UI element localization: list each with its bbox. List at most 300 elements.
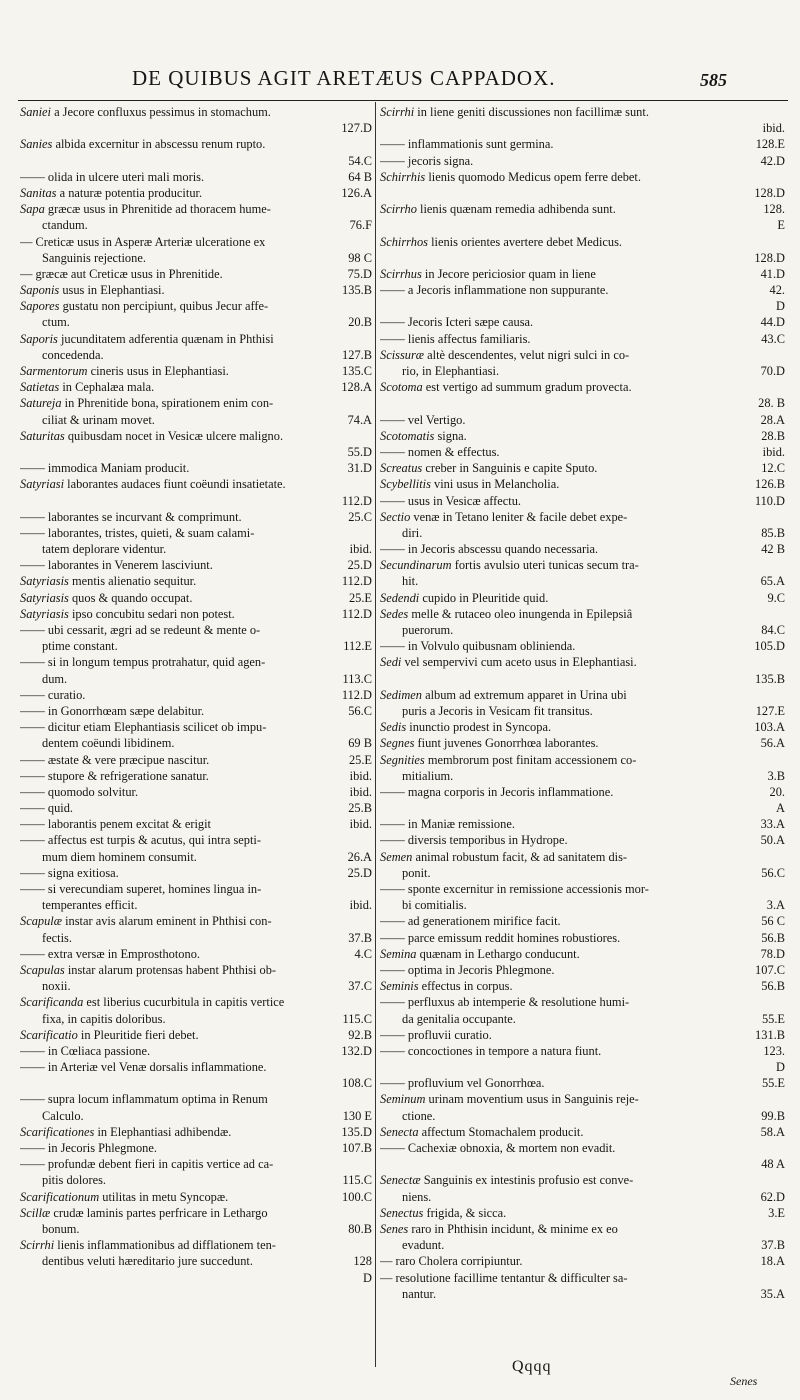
headword: Scarificationes <box>20 1124 95 1139</box>
index-line <box>20 913 372 929</box>
index-line <box>380 1253 785 1269</box>
entry-text: —— in Jecoris Phlegmone. <box>20 1141 157 1155</box>
index-line <box>20 444 372 460</box>
entry-text: —— sponte excernitur in remissione accessionis mor- <box>380 882 649 896</box>
entry-text: bi comitialis. <box>402 898 467 913</box>
entry-text: Scarificatio in Pleuritide fieri debet. <box>20 1027 199 1042</box>
page-reference: 128. <box>763 202 785 217</box>
headword: Scirrhi <box>20 1238 55 1253</box>
entry-text: —— a Jecoris inflammatione non suppurante. <box>380 283 609 298</box>
index-line <box>20 897 372 913</box>
entry-text: Sanguinis rejectione. <box>42 250 146 265</box>
entry-text: Sectio venæ in Tetano leniter & facile debet expe- <box>380 509 628 524</box>
index-line <box>380 266 785 282</box>
entry-text: —— extra versæ in Emprosthotono. <box>20 946 200 961</box>
page-reference: ibid. <box>762 444 785 459</box>
page-reference: 25.C <box>348 509 372 524</box>
index-entry <box>380 962 785 978</box>
index-line <box>380 1108 785 1124</box>
entry-text: —— laborantis penem excitat & erigit <box>20 817 211 832</box>
entry-text: Schirrhis lienis quomodo Medicus opem ferre debet. <box>380 169 641 184</box>
index-entry <box>20 428 372 460</box>
index-line <box>380 153 785 169</box>
index-line <box>380 314 785 330</box>
index-line <box>20 169 372 185</box>
entry-text: Saniei a Jecore confluxus pessimus in stomachum. <box>20 105 271 119</box>
headword: Senecta <box>380 1124 419 1139</box>
page-reference: 108.C <box>342 1076 372 1091</box>
index-entry <box>20 298 372 330</box>
index-line <box>380 185 785 201</box>
index-entry <box>380 1124 785 1140</box>
headword: Senectæ <box>380 1173 421 1188</box>
page-reference: 135.B <box>342 283 372 298</box>
entry-text: Sanies albida excernitur in abscessu renum rupto. <box>20 137 266 152</box>
entry-text: —— nomen & effectus. <box>380 444 500 459</box>
page-reference: 48 A <box>761 1157 785 1172</box>
index-line <box>20 428 372 444</box>
index-entry <box>20 331 372 363</box>
index-entry <box>20 719 372 751</box>
index-line <box>380 573 785 589</box>
entry-text: Semina quænam in Lethargo conducunt. <box>380 946 580 961</box>
entry-text: Segnities membrorum post finitam accessionem co- <box>380 752 637 767</box>
index-line <box>20 590 372 606</box>
index-line <box>20 573 372 589</box>
index-line <box>380 735 785 751</box>
index-line <box>380 719 785 735</box>
page-reference: 50.A <box>760 833 785 848</box>
entry-text: —— jecoris signa. <box>380 153 474 168</box>
index-entry <box>380 1172 785 1204</box>
headword: Scotoma <box>380 380 423 395</box>
index-line <box>20 1270 372 1286</box>
index-entry <box>380 1205 785 1221</box>
page-reference: 78.D <box>760 946 785 961</box>
entry-text: —— curatio. <box>20 687 86 702</box>
entry-text: Scybellitis vini usus in Melancholia. <box>380 477 560 492</box>
index-line <box>380 849 785 865</box>
index-line <box>380 217 785 233</box>
index-entry <box>380 1075 785 1091</box>
index-line <box>20 347 372 363</box>
page-reference: 37.B <box>348 930 372 945</box>
page-reference: 112.D <box>341 606 372 621</box>
index-line <box>380 784 785 800</box>
index-line <box>380 768 785 784</box>
index-entry <box>380 1253 785 1269</box>
entry-text: dentem coëundi libidinem. <box>42 736 175 751</box>
index-line <box>380 832 785 848</box>
index-entry <box>20 185 372 201</box>
index-line <box>20 476 372 492</box>
entry-text: Seminis effectus in corpus. <box>380 979 513 994</box>
index-line <box>20 1221 372 1237</box>
entry-text: —— in Maniæ remissione. <box>380 817 515 832</box>
headword: Satureja <box>20 396 62 411</box>
entry-text: Sedimen album ad extremum apparet in Urina ubi <box>380 687 627 702</box>
index-entry <box>20 800 372 816</box>
index-line <box>20 800 372 816</box>
index-entry <box>380 541 785 557</box>
entry-text: ctandum. <box>42 218 88 233</box>
headword: Seminis <box>380 979 419 994</box>
page-reference: 115.C <box>342 1011 372 1026</box>
page-reference: 128 <box>353 1254 372 1269</box>
index-entry <box>20 379 372 395</box>
page-reference: ibid. <box>349 898 372 913</box>
index-line <box>380 412 785 428</box>
index-line <box>20 460 372 476</box>
headword: Satyriasis <box>20 590 69 605</box>
entry-text: —— profluvium vel Gonorrhœa. <box>380 1076 545 1091</box>
page-reference: 100.C <box>342 1189 372 1204</box>
index-line <box>380 752 785 768</box>
headword: Satietas <box>20 380 60 395</box>
page-reference: 70.D <box>760 364 785 378</box>
index-line <box>380 201 785 217</box>
index-line <box>380 1011 785 1027</box>
entry-text: Satietas in Cephalæa mala. <box>20 380 155 395</box>
headword: Sarmentorum <box>20 364 88 378</box>
index-entry <box>20 525 372 557</box>
signature-mark: Qqqq <box>512 1358 552 1375</box>
index-line <box>380 1237 785 1253</box>
entry-text: —— signa exitiosa. <box>20 865 119 880</box>
entry-text: — raro Cholera corripiuntur. <box>380 1254 523 1269</box>
entry-text: —— æstate & vere præcipue nascitur. <box>20 752 210 767</box>
entry-text: —— diversis temporibus in Hydrope. <box>380 833 568 848</box>
index-entry <box>380 654 785 686</box>
entry-text: —— olida in ulcere uteri mali moris. <box>20 169 205 184</box>
headword: Semen <box>380 849 413 864</box>
index-entry <box>380 1091 785 1123</box>
entry-text: Senes raro in Phthisin incidunt, & minime ex eo <box>380 1221 618 1236</box>
index-line <box>20 1172 372 1188</box>
index-column-left <box>20 104 372 1286</box>
entry-text: Semen animal robustum facit, & ad sanitatem dis- <box>380 849 628 864</box>
index-line <box>380 104 785 120</box>
entry-text: mum diem hominem consumit. <box>42 849 197 864</box>
index-line <box>380 703 785 719</box>
page-reference: 107.B <box>342 1141 372 1155</box>
index-line <box>380 460 785 476</box>
index-line <box>20 185 372 201</box>
page-reference: 55.E <box>761 1011 785 1026</box>
index-line <box>20 1091 372 1107</box>
headword: Satyriasis <box>20 574 69 589</box>
page-reference: 99.B <box>761 1108 785 1123</box>
index-line <box>20 234 372 250</box>
index-entry <box>20 509 372 525</box>
index-line <box>380 525 785 541</box>
index-line <box>20 201 372 217</box>
index-line <box>20 1124 372 1140</box>
index-line <box>20 768 372 784</box>
index-entry <box>380 493 785 509</box>
headword: Seminum <box>380 1092 426 1107</box>
index-line <box>380 1156 785 1172</box>
entry-text: Scapulæ instar avis alarum eminent in Phthisi con- <box>20 914 272 929</box>
index-entry <box>20 784 372 800</box>
index-line <box>380 962 785 978</box>
index-line <box>20 509 372 525</box>
entry-text: —— ad generationem mirifice facit. <box>380 914 561 929</box>
index-entry <box>20 557 372 573</box>
index-entry <box>380 412 785 428</box>
index-line <box>380 687 785 703</box>
page-reference: 103.A <box>754 720 785 735</box>
index-line <box>380 493 785 509</box>
headword: Sapa <box>20 202 45 217</box>
index-entry <box>380 1140 785 1172</box>
entry-text: dum. <box>42 671 68 686</box>
index-entry <box>20 266 372 282</box>
index-line <box>380 120 785 136</box>
index-line <box>380 541 785 557</box>
entry-text: —— vel Vertigo. <box>380 412 466 427</box>
headword: Scarificationum <box>20 1189 100 1204</box>
index-line <box>20 314 372 330</box>
index-entry <box>380 460 785 476</box>
index-entry <box>380 104 785 136</box>
index-line <box>380 1043 785 1059</box>
index-line <box>20 541 372 557</box>
headword: Secundinarum <box>380 558 452 573</box>
page-reference: 55.E <box>761 1076 785 1091</box>
page-reference: 135.D <box>341 1124 372 1139</box>
page-reference: 135.C <box>342 364 372 378</box>
running-title: DE QUIBUS AGIT ARETÆUS CAPPADOX. <box>132 66 556 90</box>
entry-text: fixa, in capitis doloribus. <box>42 1011 166 1026</box>
headword: Schirrhos <box>380 234 428 249</box>
index-line <box>20 557 372 573</box>
index-entry <box>380 606 785 638</box>
entry-text: —— affectus est turpis & acutus, qui intra septi- <box>20 833 261 848</box>
headword: Sedis <box>380 720 407 735</box>
index-line <box>20 1205 372 1221</box>
headword: Senectus <box>380 1205 424 1220</box>
index-line <box>20 849 372 865</box>
page-reference: 112.D <box>341 574 372 589</box>
index-line <box>20 412 372 428</box>
index-entry <box>380 347 785 379</box>
index-line <box>20 703 372 719</box>
page-reference: 20. <box>769 784 785 799</box>
entry-text: diri. <box>402 525 423 540</box>
entry-text: Calculo. <box>42 1108 84 1123</box>
entry-text: Secundinarum fortis avulsio uteri tunicas secum tra- <box>380 558 639 573</box>
index-entry <box>20 994 372 1026</box>
page-reference: 64 B <box>348 169 372 184</box>
index-line <box>20 752 372 768</box>
page-reference: 25.E <box>348 752 372 767</box>
index-entry <box>380 266 785 282</box>
headword: Scissuræ <box>380 347 425 362</box>
index-line <box>380 169 785 185</box>
index-line <box>380 1270 785 1286</box>
page-reference: 74.A <box>347 412 372 427</box>
index-line <box>20 250 372 266</box>
headword: Segnities <box>380 752 425 767</box>
index-line <box>20 217 372 233</box>
index-line <box>380 816 785 832</box>
index-line <box>380 913 785 929</box>
catchword: Senes <box>730 1374 758 1388</box>
entry-text: fectis. <box>42 930 72 945</box>
index-line <box>380 428 785 444</box>
index-line <box>380 638 785 654</box>
index-line <box>20 1059 372 1075</box>
headword: Segnes <box>380 736 415 751</box>
page-reference: 127.E <box>755 703 785 718</box>
index-line <box>20 136 372 152</box>
index-entry <box>380 136 785 152</box>
entry-text: Sedendi cupido in Pleuritide quid. <box>380 590 549 605</box>
index-column-right <box>380 104 785 1302</box>
headword: Scybellitis <box>380 477 431 492</box>
index-entry <box>380 881 785 913</box>
entry-text: —— concoctiones in tempore a natura fiunt. <box>380 1043 602 1058</box>
page-reference: 56.B <box>761 930 785 945</box>
headword: Satyriasi <box>20 477 65 492</box>
page-reference: 126.B <box>755 477 785 492</box>
page-reference: 12.C <box>761 461 785 476</box>
page-reference: 56.C <box>761 865 785 880</box>
headword: Scapulas <box>20 962 65 977</box>
index-line <box>20 687 372 703</box>
index-line <box>20 671 372 687</box>
entry-text: —— stupore & refrigeratione sanatur. <box>20 768 209 783</box>
entry-text: Scarificanda est liberius cucurbitula in capitis vertice <box>20 995 285 1010</box>
index-entry <box>380 752 785 784</box>
index-line <box>380 1221 785 1237</box>
entry-text: ctione. <box>402 1108 436 1123</box>
entry-text: —— perfluxus ab intemperie & resolutione humi- <box>380 995 630 1010</box>
page-reference: 54.C <box>348 153 372 168</box>
entry-text: —— in Gonorrhœam sæpe delabitur. <box>20 703 205 718</box>
page-reference: 80.B <box>348 1221 372 1236</box>
page-reference: 69 B <box>348 736 372 751</box>
page-reference: 130 E <box>342 1108 372 1123</box>
entry-text: —— inflammationis sunt germina. <box>380 137 554 152</box>
entry-text: Senectus frigida, & sicca. <box>380 1205 507 1220</box>
index-entry <box>380 849 785 881</box>
index-entry <box>380 687 785 719</box>
headword: Scirrho <box>380 202 417 217</box>
index-entry <box>20 395 372 427</box>
page-reference: 55.D <box>347 444 372 459</box>
page-reference: ibid. <box>762 121 785 136</box>
index-line <box>380 800 785 816</box>
index-line <box>380 136 785 152</box>
index-entry <box>380 153 785 169</box>
entry-text: Satyriasi laborantes audaces fiunt coëundi insatietate. <box>20 477 286 492</box>
page-reference: 110.D <box>754 493 785 508</box>
page-reference: 37.B <box>761 1238 785 1253</box>
index-entry <box>380 735 785 751</box>
entry-text: Saturitas quibusdam nocet in Vesicæ ulcere maligno. <box>20 428 284 443</box>
index-entry <box>20 136 372 168</box>
index-line <box>20 1237 372 1253</box>
entry-text: —— in Jecoris abscessu quando necessaria. <box>380 542 599 557</box>
page-reference: 3.B <box>767 768 785 783</box>
headword: Semina <box>380 946 417 961</box>
column-divider <box>375 102 376 1367</box>
page-reference: 107.C <box>755 962 785 977</box>
headword: Schirrhis <box>380 169 426 184</box>
page-reference: 56.B <box>761 979 785 994</box>
index-entry <box>380 169 785 201</box>
entry-text: Screatus creber in Sanguinis e capite Sputo. <box>380 461 598 476</box>
entry-text: Scirrhus in Jecore periciosior quam in liene <box>380 266 596 281</box>
entry-text: Satyriasis quos & quando occupat. <box>20 590 193 605</box>
index-line <box>380 897 785 913</box>
index-line <box>20 1189 372 1205</box>
index-entry <box>20 752 372 768</box>
page-reference: 4.C <box>354 946 372 961</box>
page-reference: 76.F <box>349 218 372 233</box>
index-entry <box>20 687 372 703</box>
index-entry <box>20 865 372 881</box>
index-line <box>20 282 372 298</box>
index-entry <box>20 832 372 864</box>
entry-text: ptime constant. <box>42 639 118 654</box>
entry-text: Sedis inunctio prodest in Syncopa. <box>380 720 552 735</box>
index-line <box>380 1027 785 1043</box>
index-line <box>380 444 785 460</box>
index-entry <box>20 363 372 379</box>
page-reference: 20.B <box>348 315 372 330</box>
index-entry <box>20 169 372 185</box>
index-line <box>20 1011 372 1027</box>
entry-text: —— lienis affectus familiaris. <box>380 331 531 346</box>
index-line <box>20 606 372 622</box>
entry-text: nantur. <box>402 1286 437 1301</box>
index-entry <box>20 654 372 686</box>
headword: Scapulæ <box>20 914 62 929</box>
page-reference: 28.A <box>760 412 785 427</box>
entry-text: dentibus veluti hæreditario jure succedunt. <box>42 1254 253 1269</box>
index-line <box>380 1286 785 1302</box>
index-entry <box>20 1237 372 1286</box>
index-line <box>20 525 372 541</box>
index-line <box>20 865 372 881</box>
entry-text: niens. <box>402 1189 432 1204</box>
index-line <box>380 865 785 881</box>
index-line <box>20 104 372 120</box>
index-entry <box>20 913 372 945</box>
headword: Scillæ <box>20 1205 51 1220</box>
headword: Saniei <box>20 105 51 119</box>
index-line <box>380 978 785 994</box>
page-reference: 25.E <box>348 590 372 605</box>
entry-text: hit. <box>402 574 419 589</box>
entry-text: —— optima in Jecoris Phlegmone. <box>380 962 555 977</box>
entry-text: —— parce emissum reddit homines robustiores. <box>380 930 621 945</box>
index-line <box>380 1124 785 1140</box>
headword: Scirrhi <box>380 105 415 119</box>
index-entry <box>380 1270 785 1302</box>
page-number: 585 <box>700 70 727 90</box>
index-entry <box>20 768 372 784</box>
entry-text: Scapulas instar alarum protensas habent Phthisi ob- <box>20 962 277 977</box>
page-reference: 56.C <box>348 703 372 718</box>
page-reference: 131.B <box>755 1027 785 1042</box>
entry-text: ctum. <box>42 315 70 330</box>
page-reference: ibid. <box>349 784 372 799</box>
index-line <box>380 557 785 573</box>
